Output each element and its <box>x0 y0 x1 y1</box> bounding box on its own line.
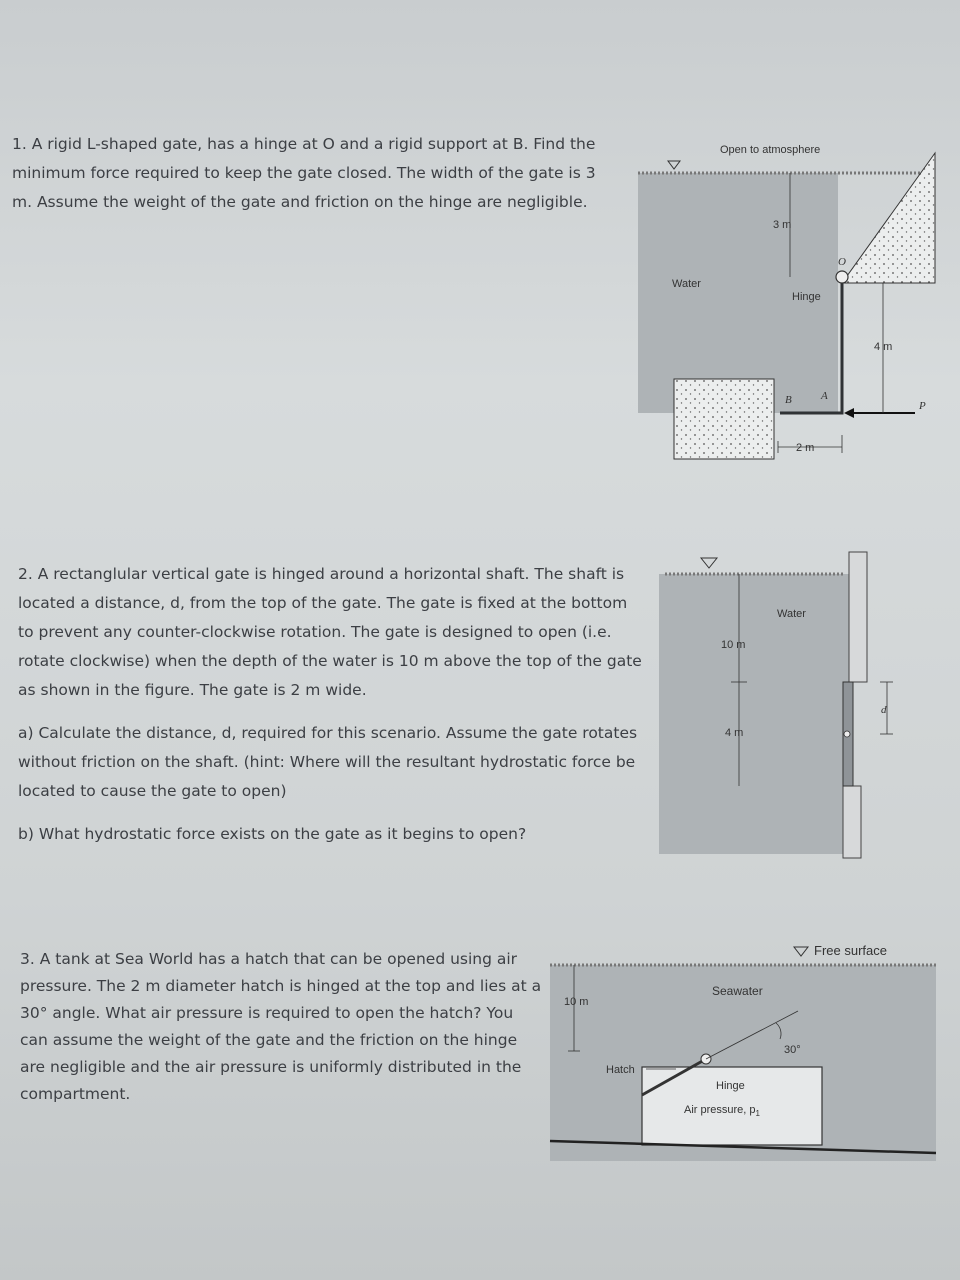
hinge-label: Hinge <box>792 291 821 303</box>
soil-block <box>674 379 774 459</box>
arrow-head-icon <box>844 408 854 418</box>
surface-marker-icon <box>668 161 680 169</box>
o-label: O <box>838 256 846 268</box>
hatch-label: Hatch <box>606 1064 635 1076</box>
free-surface-label: Free surface <box>814 943 887 958</box>
wall-upper <box>849 552 867 682</box>
height-4m-label: 4 m <box>874 341 893 353</box>
problem-2-part-b: b) What hydrostatic force exists on the gate as it begins to open? <box>18 825 527 843</box>
water-label: Water <box>672 278 701 290</box>
problem-2-part-a: a) Calculate the distance, d, required for this scenario. Assume the gate rotates without friction on the shaft. (hint: Where will the resultant hydrostatic force be located to cause the gate to open) <box>18 724 638 800</box>
b-label: B <box>785 394 792 406</box>
problem-2-statement: 2. A rectanglular vertical gate is hinged around a horizontal shaft. The shaft is located a distance, d, from the top of the gate. The gate is fixed at the bottom to prevent any counter-clockwise rotation. The gate is designed to open (i.e. rotate clockwise) when the depth of the water is 10 m above the top of the gate as shown in the figure. The gate is 2 m wide. <box>18 565 642 699</box>
shaft-icon <box>844 731 850 737</box>
problem-2-text <box>18 560 646 849</box>
surface-marker-icon <box>794 947 808 956</box>
problem-1-text <box>12 130 612 217</box>
depth-10m-label: 10 m <box>564 996 589 1008</box>
surface-marker-icon <box>701 558 717 568</box>
d-label: d <box>881 704 887 716</box>
seawater-label: Seawater <box>712 984 763 998</box>
width-2m-label: 2 m <box>796 442 815 454</box>
p-label: P <box>919 400 926 412</box>
water-label: Water <box>777 608 806 620</box>
problem-1-figure <box>630 135 940 470</box>
depth-3m-label: 3 m <box>773 219 792 231</box>
wall-lower <box>843 786 861 858</box>
angle-30-label: 30° <box>784 1044 801 1056</box>
depth-10m-label: 10 m <box>721 639 746 651</box>
air-pressure-label: Air pressure, $p_1$ <box>684 1104 760 1118</box>
gate-4m-label: 4 m <box>725 727 744 739</box>
a-label: A <box>821 390 828 402</box>
problem-3-text <box>20 946 542 1108</box>
hinge-o-icon <box>836 271 848 283</box>
problem-3-figure <box>548 935 943 1167</box>
water-region <box>659 574 849 854</box>
hinge-label: Hinge <box>716 1080 745 1092</box>
problem-3-statement: 3. A tank at Sea World has a hatch that can be opened using air pressure. The 2 m diameter hatch is hinged at the top and lies at a 30° angle. What air pressure is required to open the hatch? You can assume the weight of the gate and the friction on the hinge are negligible and the air pressure is uniformly distributed in the compartment. <box>20 950 542 1103</box>
problem-2-figure <box>655 548 895 863</box>
problem-1-statement: 1. A rigid L-shaped gate, has a hinge at O and a rigid support at B. Find the minimum force required to keep the gate closed. The width of the gate is 3 m. Assume the weight of the gate and friction on the hinge are negligible. <box>12 135 596 211</box>
open-atmosphere-label: Open to atmosphere <box>720 144 821 156</box>
